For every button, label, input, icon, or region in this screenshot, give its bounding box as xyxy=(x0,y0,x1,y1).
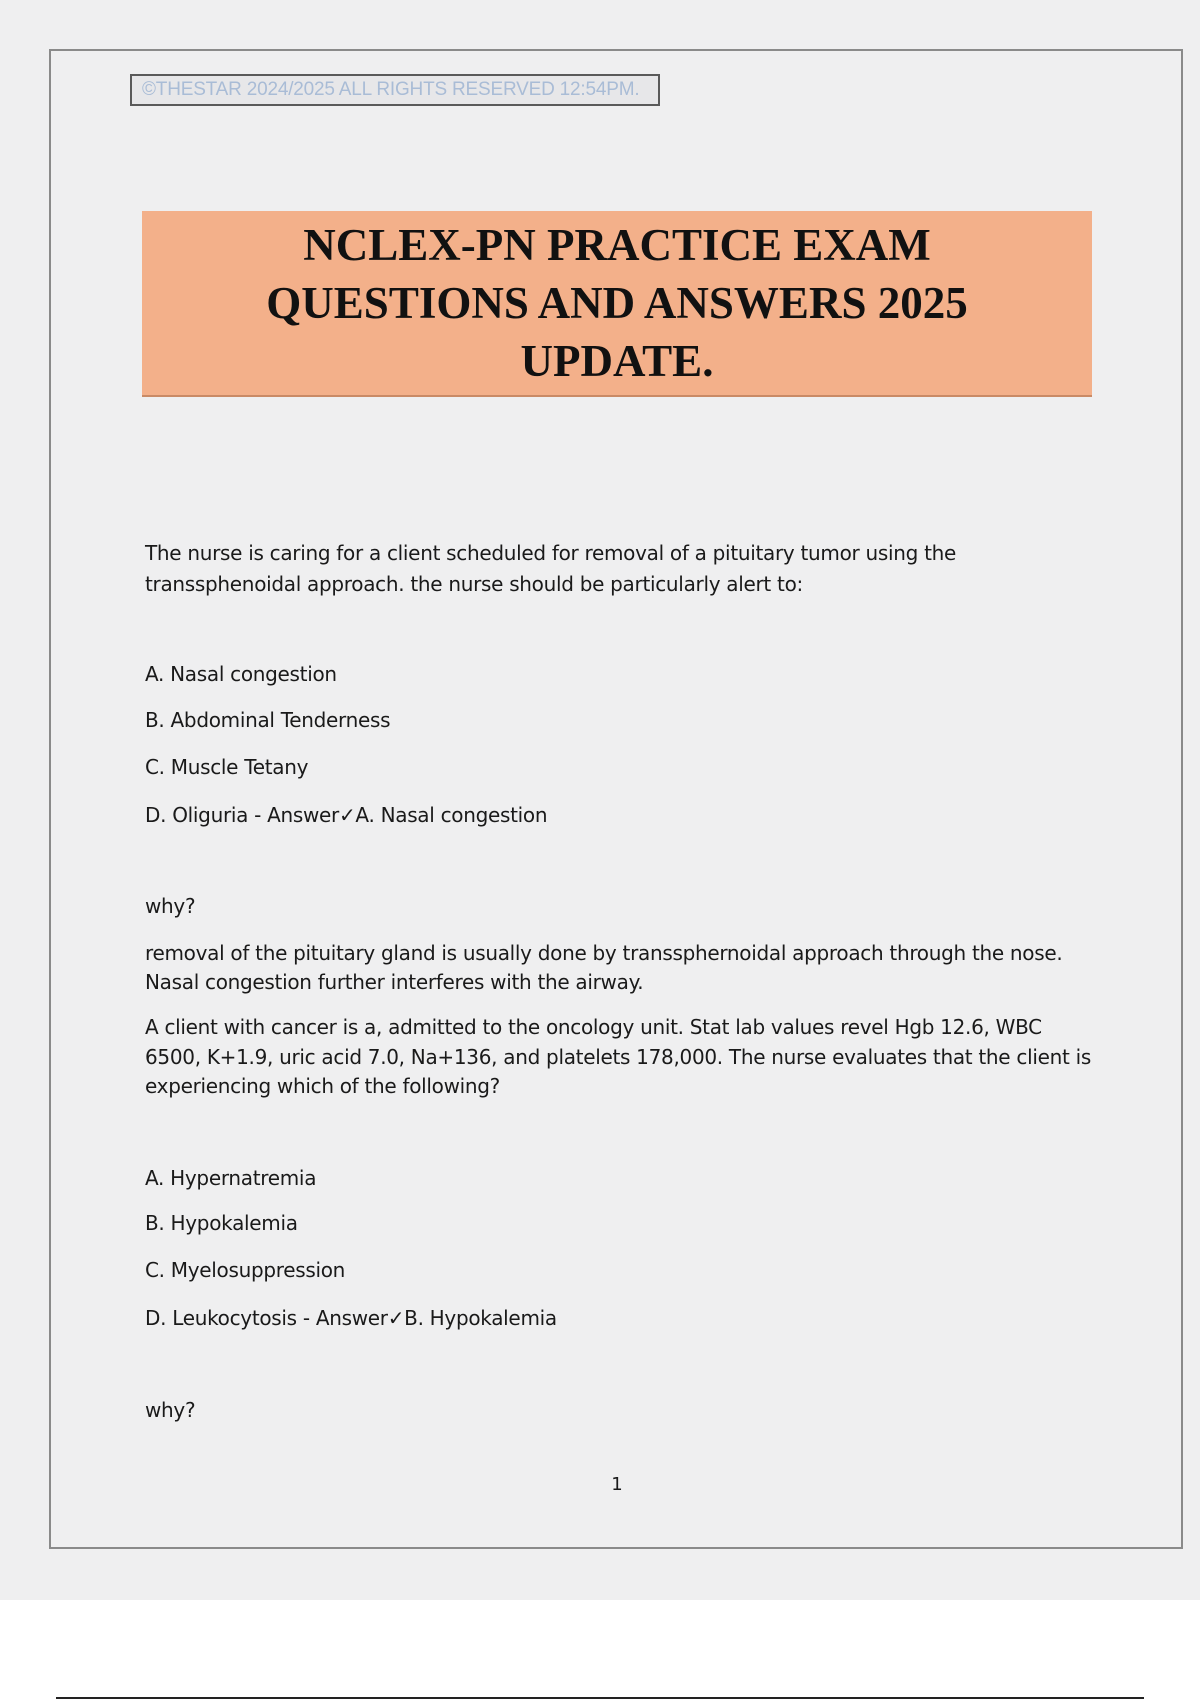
question-1-why: why? xyxy=(145,894,196,918)
question-2-option-a: A. Hypernatremia xyxy=(145,1166,317,1190)
question-1-explanation-line-1: removal of the pituitary gland is usually done by transsphernoidal approach through the nose. xyxy=(145,941,1063,965)
document-title xyxy=(266,216,967,390)
title-banner xyxy=(142,211,1092,395)
question-1-option-a: A. Nasal congestion xyxy=(145,662,337,686)
question-2-option-c: C. Myelosuppression xyxy=(145,1258,346,1282)
question-2-why: why? xyxy=(145,1398,196,1422)
question-1-option-b: B. Abdominal Tenderness xyxy=(145,708,391,732)
question-1-stem-line-1: The nurse is caring for a client scheduled for removal of a pituitary tumor using the xyxy=(145,541,957,565)
title-line-3: UPDATE. xyxy=(520,336,714,386)
bottom-divider xyxy=(56,1697,1144,1699)
title-line-1: NCLEX-PN PRACTICE EXAM xyxy=(303,220,931,270)
question-1-explanation-line-2: Nasal congestion further interferes with the airway. xyxy=(145,970,644,994)
question-1-option-d-answer: D. Oliguria - Answer✓A. Nasal congestion xyxy=(145,803,548,827)
page-number: 1 xyxy=(611,1474,623,1495)
question-2-stem-line-2: 6500, K+1.9, uric acid 7.0, Na+136, and platelets 178,000. The nurse evaluates that the client is xyxy=(145,1045,1091,1069)
question-1-stem-line-2: transsphenoidal approach. the nurse should be particularly alert to: xyxy=(145,572,803,596)
question-1-option-c: C. Muscle Tetany xyxy=(145,755,309,779)
question-2-stem-line-1: A client with cancer is a, admitted to the oncology unit. Stat lab values revel Hgb 12.6, WBC xyxy=(145,1015,1042,1039)
question-2-option-b: B. Hypokalemia xyxy=(145,1211,298,1235)
question-2-option-d-answer: D. Leukocytosis - Answer✓B. Hypokalemia xyxy=(145,1306,557,1330)
title-line-2: QUESTIONS AND ANSWERS 2025 xyxy=(266,278,968,328)
copyright-watermark: ©THESTAR 2024/2025 ALL RIGHTS RESERVED 12:54PM. xyxy=(130,74,660,106)
question-2-stem-line-3: experiencing which of the following? xyxy=(145,1074,500,1098)
